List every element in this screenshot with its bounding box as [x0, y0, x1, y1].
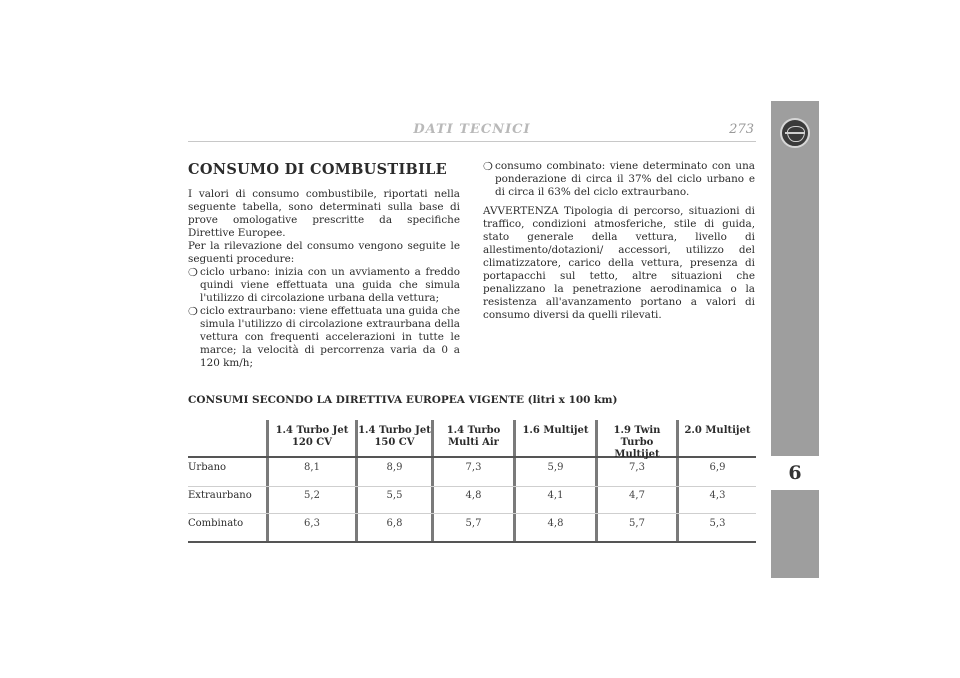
bullet-icon: ❍: [483, 160, 493, 173]
article-title: CONSUMO DI COMBUSTIBILE: [188, 161, 448, 178]
bullet-text: ciclo extraurbano: viene effettuata una guida che simula l'utilizzo di circolazione extraurbana della vettura con frequenti accelerazioni in tutte le marce; la velocità di percorrenza varia da 0 a 120 km/h;: [200, 305, 460, 369]
column-header-line1: 1.4 Turbo: [446, 425, 501, 436]
table-cell: 8,1: [304, 462, 320, 473]
consumption-table: [188, 420, 756, 543]
row-label: Extraurbano: [188, 490, 252, 501]
table-cell: 6,9: [709, 462, 726, 473]
column-header: [269, 425, 355, 449]
bullet-item: [188, 266, 460, 305]
page-header: [188, 122, 756, 140]
table-cell: 4,3: [709, 490, 726, 501]
row-separator: [188, 486, 756, 487]
table-bottom-rule: [188, 541, 756, 543]
table-cell: 6,3: [304, 518, 320, 529]
intro-paragraph: I valori di consumo combustibile, riportati nella seguente tabella, sono determinati sulla base di prove omologative prescritte da specifiche Direttive Europee.: [188, 188, 460, 239]
bullet-icon: ❍: [188, 305, 198, 318]
row-label: Combinato: [188, 518, 244, 529]
column-header: [679, 425, 756, 437]
left-column: [188, 160, 460, 370]
brand-logo-icon: [780, 118, 810, 148]
column-header: [358, 425, 431, 449]
table-cell: 4,1: [547, 490, 564, 501]
logo-bar: [785, 132, 805, 134]
table-cell: 4,8: [547, 518, 564, 529]
bullet-text: ciclo urbano: inizia con un avviamento a freddo quindi viene effettuata una guida che simula l'utilizzo di circolazione urbana della vettura;: [200, 266, 460, 304]
bullet-item: [188, 305, 460, 370]
column-header-line1: 2.0 Multijet: [684, 425, 751, 436]
chapter-tab-bar: [771, 101, 819, 578]
column-header-line2: 120 CV: [291, 437, 333, 448]
column-header-line1: 1.4 Turbo Jet: [358, 425, 431, 436]
table-cell: 5,7: [465, 518, 482, 529]
table-cell: 5,5: [386, 490, 403, 501]
table-cell: 7,3: [629, 462, 645, 473]
table-cell: 5,7: [629, 518, 645, 529]
table-cell: 5,9: [547, 462, 564, 473]
page-number: 273: [729, 122, 754, 137]
table-title: CONSUMI SECONDO LA DIRETTIVA EUROPEA VIGENTE (litri x 100 km): [188, 394, 618, 406]
table-cell: 7,3: [465, 462, 482, 473]
column-header-line1: 1.9 Twin Turbo: [613, 425, 661, 448]
column-header-line2: Multi Air: [448, 437, 499, 448]
warning-paragraph: AVVERTENZA Tipologia di percorso, situazioni di traffico, condizioni atmosferiche, stile di guida, stato generale della vettura, livello di allestimento/dotazioni/ accessori, utilizzo del climatizzatore, carico della vettura, presenza di portapacchi sul tetto, altre situazioni che penalizzano la penetrazione aerodinamica o la resistenza all'avanzamento portano a valori di consumo diversi da quelli rilevati.: [483, 205, 755, 321]
bullet-text: consumo combinato: viene determinato con una ponderazione di circa il 37% del ciclo urbano e di circa il 63% del ciclo extraurbano.: [495, 160, 755, 198]
table-cell: 6,8: [386, 518, 403, 529]
logo-shield: [787, 126, 805, 142]
table-cell: 4,8: [465, 490, 482, 501]
column-header: [516, 425, 595, 437]
column-header: [598, 425, 676, 461]
row-label: Urbano: [188, 462, 227, 473]
bullet-icon: ❍: [188, 266, 198, 279]
procedure-intro: Per la rilevazione del consumo vengono seguite le seguenti procedure:: [188, 240, 460, 265]
column-header-line2: 150 CV: [374, 437, 415, 448]
table-cell: 5,2: [304, 490, 320, 501]
table-cell: 8,9: [386, 462, 403, 473]
table-cell: 4,7: [629, 490, 645, 501]
column-header-line1: 1.4 Turbo Jet: [275, 425, 349, 436]
row-separator: [188, 513, 756, 514]
bullet-item: [483, 160, 755, 199]
section-title: DATI TECNICI: [413, 122, 531, 137]
header-rule: [188, 141, 756, 142]
column-header: [434, 425, 513, 449]
chapter-number: 6: [771, 456, 819, 490]
column-header-line2: Multijet: [614, 449, 660, 460]
table-cell: 5,3: [709, 518, 726, 529]
column-header-line1: 1.6 Multijet: [522, 425, 589, 436]
right-column: [483, 160, 755, 322]
